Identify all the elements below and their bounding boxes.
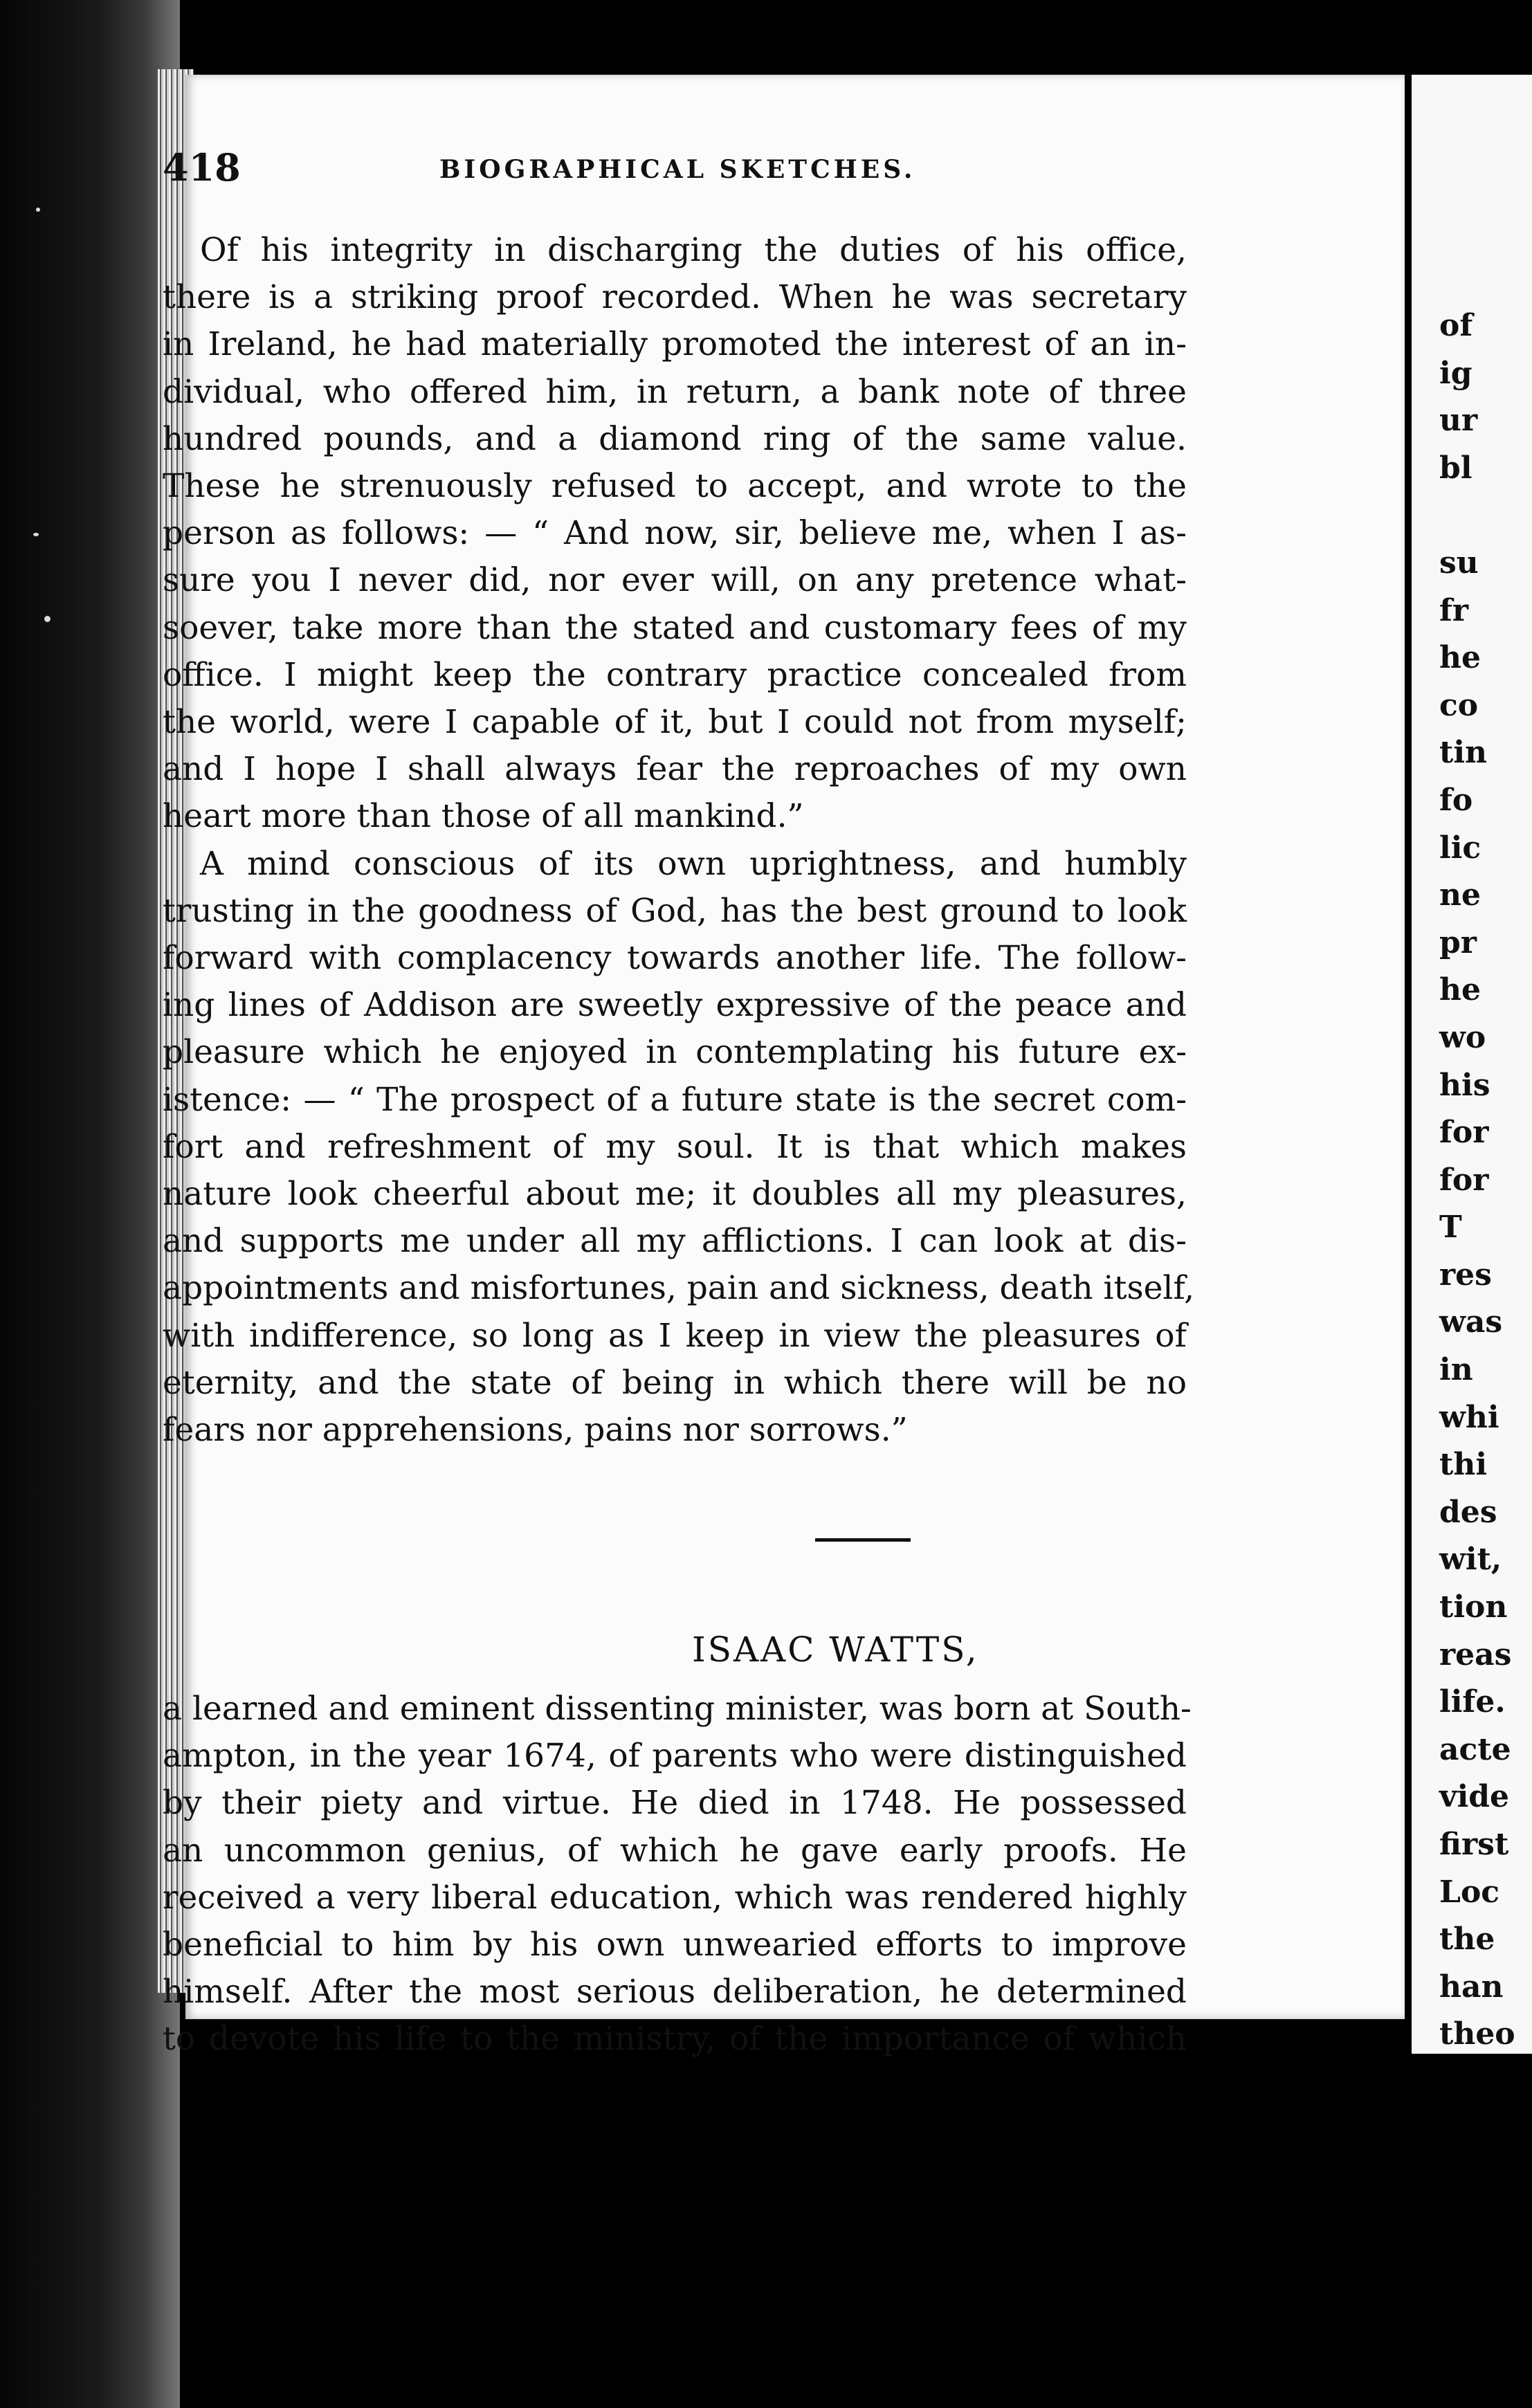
facing-fragment: theo [1439,2016,1515,2052]
facing-fragment: for [1439,1115,1489,1151]
text-line: received a very liberal education, which was rendered highly [163,1878,1187,1917]
text-line: nature look cheerful about me; it doubles all my pleasures, [163,1175,1187,1214]
text-line: trusting in the goodness of God, has the best ground to look [163,891,1187,930]
facing-fragment: his [1439,1067,1490,1103]
section-text [163,1686,1192,2063]
facing-fragment: wit, [1439,1542,1502,1578]
text-line: fort and refreshment of my soul. It is that which makes [163,1127,1187,1166]
text-line: with indifference, so long as I keep in view the pleasures of [163,1316,1187,1355]
facing-fragment: ne [1439,877,1481,913]
text-line: to devote his life to the ministry, of the importance of which [163,2020,1187,2059]
text-line: soever, take more than the stated and customary fees of my [163,608,1187,647]
text-line: These he strenuously refused to accept, and wrote to the [163,467,1187,506]
facing-fragment: res [1439,1257,1492,1293]
facing-fragment: T [1439,1210,1462,1246]
main-text [163,227,1195,1454]
text-line: eternity, and the state of being in which there will be no [163,1363,1187,1402]
facing-fragment: wo [1439,1019,1486,1055]
text-line: there is a striking proof recorded. When he was secretary [163,278,1187,317]
text-line: the world, were I capable of it, but I could not from myself; [163,703,1187,742]
facing-fragment: whi [1439,1399,1499,1435]
text-line: a learned and eminent dissenting minister, was born at South- [163,1690,1192,1728]
facing-fragment: for [1439,1162,1489,1198]
facing-fragment: he [1439,972,1481,1008]
facing-fragment: Loc [1439,1874,1500,1910]
binding-gutter [0,0,180,2408]
facing-fragment: ig [1439,355,1472,391]
text-line: istence: — “ The prospect of a future state is the secret com- [163,1080,1187,1119]
text-line: by their piety and virtue. He died in 1748. He possessed [163,1784,1187,1823]
facing-fragment: lic [1439,830,1481,866]
facing-fragment: the [1439,1922,1495,1958]
spine-speck [44,616,51,622]
facing-fragment: han [1439,1969,1504,2005]
section-heading: ISAAC WATTS, [692,1630,979,1670]
facing-fragment: in [1439,1352,1473,1388]
text-line: sure you I never did, nor ever will, on any pretence what- [163,561,1187,600]
facing-fragment: was [1439,1304,1503,1340]
spine-speck [36,208,40,212]
text-line: in Ireland, he had materially promoted the interest of an in- [163,325,1187,364]
page-header [163,145,1124,208]
text-line: fears nor apprehensions, pains nor sorrows.” [163,1411,908,1450]
text-line: and supports me under all my afflictions. I can look at dis- [163,1222,1187,1261]
text-line: and I hope I shall always fear the reproaches of my own [163,750,1187,789]
spine-speck [33,533,39,536]
text-line: himself. After the most serious deliberation, he determined [163,1973,1187,2012]
facing-fragment: ur [1439,403,1478,439]
facing-fragment: bl [1439,450,1472,486]
facing-fragment: tin [1439,735,1488,771]
text-line: hundred pounds, and a diamond ring of the same value. [163,419,1187,458]
text-line: ampton, in the year 1674, of parents who were distinguished [163,1737,1187,1776]
text-line: an uncommon genius, of which he gave early proofs. He [163,1831,1187,1870]
facing-fragment: first [1439,1827,1509,1862]
text-line: beneficial to him by his own unwearied efforts to improve [163,1926,1187,1964]
text-line: person as follows: — “ And now, sir, believe me, when I as- [163,514,1187,553]
text-line: heart more than those of all mankind.” [163,797,804,836]
facing-fragment: reas [1439,1636,1512,1672]
text-line: pleasure which he enjoyed in contemplating his future ex- [163,1033,1187,1072]
text-line: appointments and misfortunes, pain and sickness, death itself, [163,1269,1195,1308]
facing-fragment: fr [1439,592,1469,628]
text-line: Of his integrity in discharging the duties of his office, [200,231,1187,269]
facing-fragment: tion [1439,1589,1508,1625]
section-divider [815,1538,911,1542]
running-title: BIOGRAPHICAL SKETCHES. [439,155,916,184]
facing-fragment: thi [1439,1447,1488,1483]
facing-fragment: he [1439,640,1481,676]
facing-fragment: co [1439,687,1479,723]
facing-fragment [1439,492,1515,540]
facing-fragment: acte [1439,1731,1511,1767]
text-line: office. I might keep the contrary practice concealed from [163,655,1187,694]
page-number: 418 [163,145,241,190]
text-line: dividual, who offered him, in return, a bank note of three [163,372,1187,411]
facing-fragment: life. [1439,1684,1506,1720]
text-line: ing lines of Addison are sweetly expressive of the peace and [163,986,1187,1025]
facing-fragment: fo [1439,782,1473,818]
facing-fragment: pr [1439,924,1477,960]
facing-fragment: of [1439,308,1473,343]
facing-fragment: su [1439,545,1479,581]
facing-fragment: des [1439,1494,1497,1530]
text-line: A mind conscious of its own uprightness, and humbly [200,844,1187,883]
facing-fragment: vide [1439,1779,1510,1815]
text-line: forward with complacency towards another life. The follow- [163,939,1187,978]
facing-page-text [1439,302,1515,2059]
